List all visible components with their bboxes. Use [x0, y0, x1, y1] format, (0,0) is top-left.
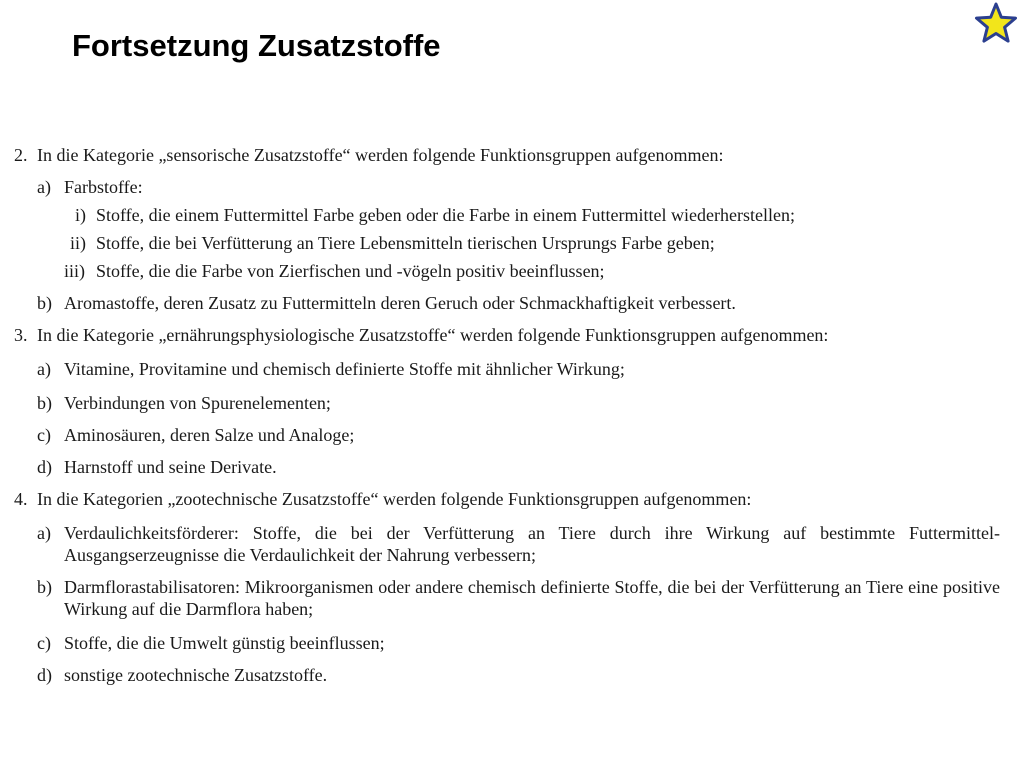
subitem-label: i): [75, 205, 86, 225]
item-label: b): [37, 393, 52, 413]
list-item: sonstige zootechnische Zusatzstoffe.: [64, 665, 328, 685]
list-item: Verdaulichkeitsförderer: Stoffe, die bei der Verfütterung an Tiere durch ihre Wirkung auf bestimmte Futtermittel-Ausgangserzeugnisse die Verdaulichkeit der Nahrung verbessern;: [64, 523, 1000, 565]
section-number: 2.: [14, 145, 28, 165]
item-label: c): [37, 425, 51, 445]
list-item: Farbstoffe:: [64, 177, 143, 197]
item-label: d): [37, 665, 52, 685]
list-subitem: Stoffe, die bei Verfütterung an Tiere Lebensmitteln tierischen Ursprungs Farbe geben;: [96, 233, 715, 253]
item-label: b): [37, 577, 52, 597]
list-subitem: Stoffe, die einem Futtermittel Farbe geben oder die Farbe in einem Futtermittel wiederherstellen;: [96, 205, 795, 225]
list-item: Verbindungen von Spurenelementen;: [64, 393, 331, 413]
subitem-label: iii): [64, 261, 85, 281]
list-item: Aromastoffe, deren Zusatz zu Futtermitteln deren Geruch oder Schmackhaftigkeit verbessert.: [64, 293, 736, 313]
item-label: c): [37, 633, 51, 653]
list-item: Vitamine, Provitamine und chemisch definierte Stoffe mit ähnlicher Wirkung;: [64, 359, 625, 379]
list-item: Aminosäuren, deren Salze und Analoge;: [64, 425, 355, 445]
item-label: b): [37, 293, 52, 313]
list-item: Stoffe, die die Umwelt günstig beeinflussen;: [64, 633, 385, 653]
item-label: a): [37, 177, 51, 197]
section-heading: In die Kategorien „zootechnische Zusatzstoffe“ werden folgende Funktionsgruppen aufgenommen:: [37, 489, 752, 509]
section-number: 4.: [14, 489, 28, 509]
list-subitem: Stoffe, die die Farbe von Zierfischen und -vögeln positiv beeinflussen;: [96, 261, 605, 281]
list-item: Harnstoff und seine Derivate.: [64, 457, 277, 477]
item-label: a): [37, 359, 51, 379]
section-heading: In die Kategorie „sensorische Zusatzstoffe“ werden folgende Funktionsgruppen aufgenommen:: [37, 145, 724, 165]
item-label: d): [37, 457, 52, 477]
section-heading: In die Kategorie „ernährungsphysiologische Zusatzstoffe“ werden folgende Funktionsgruppen aufgenommen:: [37, 325, 829, 345]
slide-title: Fortsetzung Zusatzstoffe: [72, 28, 441, 63]
section-number: 3.: [14, 325, 28, 345]
item-label: a): [37, 523, 51, 543]
list-item: Darmflorastabilisatoren: Mikroorganismen oder andere chemisch definierte Stoffe, die bei der Verfütterung an Tiere eine positive Wirkung auf die Darmflora haben;: [64, 577, 1000, 619]
subitem-label: ii): [70, 233, 86, 253]
